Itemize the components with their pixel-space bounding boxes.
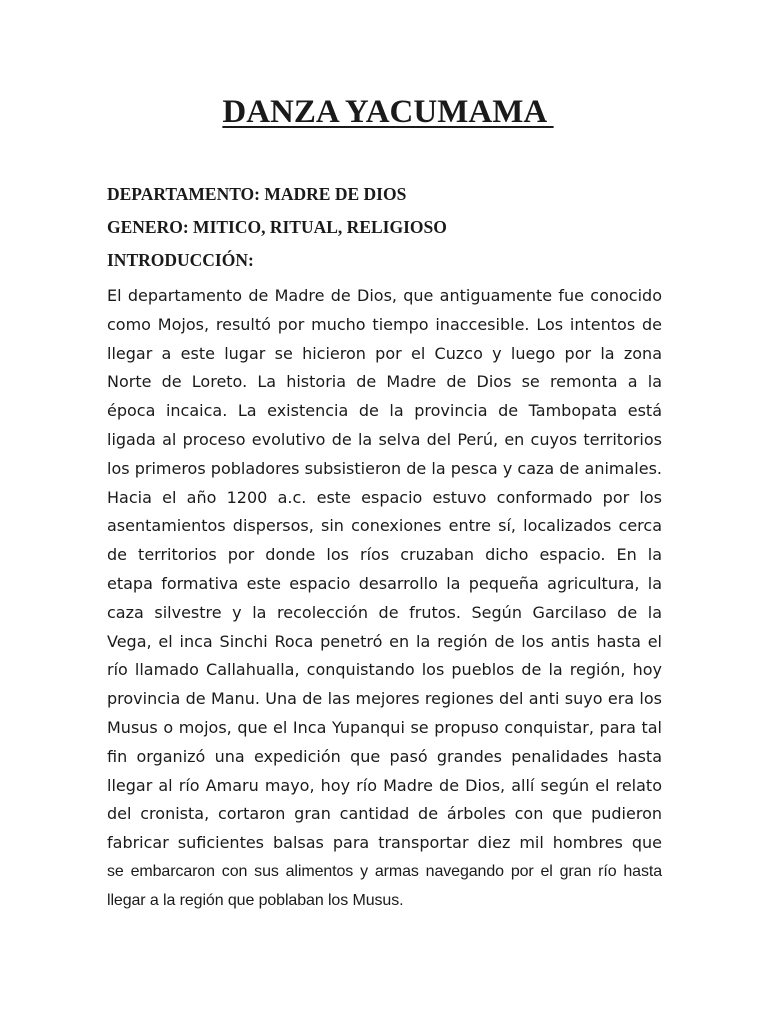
paragraph-line: ligada al proceso evolutivo de la selva del Perú, en cuyos territorios [107,429,662,449]
paragraph-line: de territorios por donde los ríos cruzaban dicho espacio. En la [107,545,662,565]
paragraph-line: El departamento de Madre de Dios, que antiguamente fue conocido [107,286,662,305]
document-title: DANZA YACUMAMA [222,94,554,130]
paragraph-line: provincia de Manu. Una de las mejores regiones del anti suyo era los [107,689,662,709]
paragraph-line: los primeros pobladores subsistieron de la pesca y caza de animales. [107,458,662,478]
paragraph-line: llegar a la región que poblaban los Musus. [107,891,404,909]
paragraph-line: como Mojos, resultó por mucho tiempo inaccesible. Los intentos de [107,314,662,334]
paragraph-line: caza silvestre y la recolección de frutos. Según Garcilaso de la [107,602,662,622]
paragraph-line: época incaica. La existencia de la provincia de Tambopata está [107,401,662,421]
paragraph-line: fin organizó una expedición que pasó grandes penalidades hasta [107,746,662,766]
paragraph-line: asentamientos dispersos, sin conexiones entre sí, localizados cerca [107,516,662,536]
paragraph-line: etapa formativa este espacio desarrollo la pequeña agricultura, la [107,573,662,593]
paragraph-line: fabricar suficientes balsas para transportar diez mil hombres que [107,833,662,853]
paragraph-line: llegar al río Amaru mayo, hoy río Madre de Dios, allí según el relato [107,775,662,795]
paragraph-line: Norte de Loreto. La historia de Madre de Dios se remonta a la [107,372,662,392]
introduccion-heading: INTRODUCCIÓN: [107,250,254,270]
paragraph-line: río llamado Callahualla, conquistando los pueblos de la región, hoy [107,660,662,680]
departamento-line: DEPARTAMENTO: MADRE DE DIOS [107,184,407,204]
paragraph-line: Hacia el año 1200 a.c. este espacio estuvo conformado por los [107,487,662,507]
paragraph-line: del cronista, cortaron gran cantidad de árboles con que pudieron [107,804,662,824]
genero-line: GENERO: MITICO, RITUAL, RELIGIOSO [107,217,447,237]
paragraph-line: Musus o mojos, que el Inca Yupanqui se propuso conquistar, para tal [107,717,662,737]
paragraph-line: Vega, el inca Sinchi Roca penetró en la región de los antis hasta el [107,631,662,651]
introduction-paragraph [107,282,662,916]
paragraph-line: se embarcaron con sus alimentos y armas navegando por el gran río hasta [107,862,662,880]
paragraph-line: llegar a este lugar se hicieron por el Cuzco y luego por la zona [107,343,662,363]
